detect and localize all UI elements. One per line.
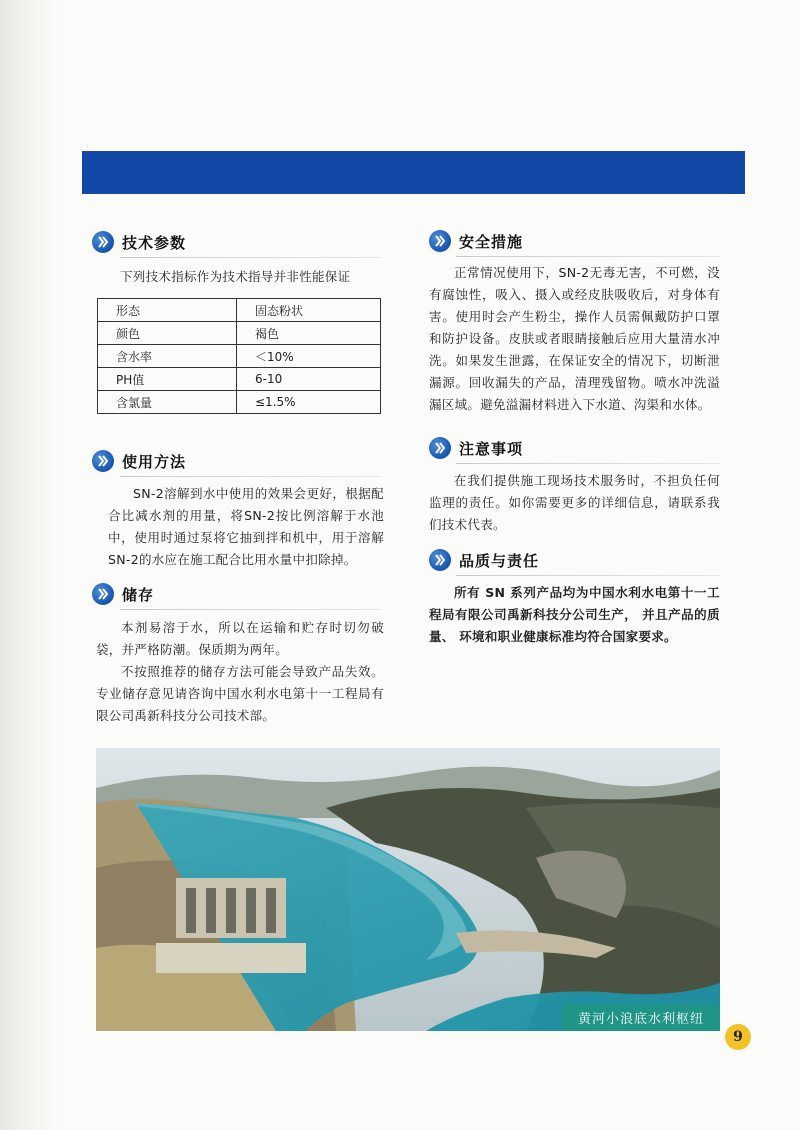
photo-caption: 黄河小浪底水利枢纽 — [562, 1004, 720, 1031]
spec-key: 含氯量 — [98, 391, 237, 414]
tech-intro: 下列技术指标作为技术指导并非性能保证 — [120, 269, 351, 284]
landscape-illustration — [96, 748, 720, 1031]
paragraph: 本剂易溶于水，所以在运输和贮存时切勿破袋，并严格防潮。保质期为两年。 — [96, 620, 384, 657]
chevron-right-icon — [429, 230, 451, 252]
divider — [456, 256, 720, 257]
section-heading-usage — [92, 448, 186, 474]
section-heading-storage — [92, 581, 154, 607]
spec-value: 固态粉状 — [237, 299, 381, 322]
paragraph: 正常情况使用下，SN-2无毒无害，不可燃，没有腐蚀性，吸入、摄入或经皮肤吸收后，对身体有害。使用时会产生粉尘，操作人员需佩戴防护口罩和防护设备。皮肤或者眼睛接触后应用大量清水冲洗。如果发生泄露，在保证安全的情况下，切断泄漏源。回收漏失的产品，清理残留物。喷水冲洗溢漏区域。避免溢漏材料进入下水道、沟渠和水体。 — [429, 265, 720, 412]
section-heading-quality — [429, 547, 539, 573]
divider — [120, 257, 382, 258]
paragraph: SN-2溶解到水中使用的效果会更好，根据配合比减水剂的用量，将SN-2按比例溶解于水池中，使用时通过泵将它抽到拌和机中，用于溶解SN-2的水应在施工配合比用水量中扣除掉。 — [108, 486, 384, 567]
chevron-right-icon — [92, 231, 114, 253]
table-row — [98, 299, 381, 322]
divider — [456, 575, 720, 576]
chevron-right-icon — [429, 549, 451, 571]
spec-value: 6-10 — [237, 368, 381, 391]
table-row — [98, 322, 381, 345]
spec-value: 褐色 — [237, 322, 381, 345]
table-row — [98, 368, 381, 391]
paragraph: 不按照推荐的储存方法可能会导致产品失效。 专业储存意见请咨询中国水利水电第十一工程局有限公司禹新科技分公司技术部。 — [96, 664, 384, 723]
usage-text — [108, 483, 384, 571]
spec-key: 颜色 — [98, 322, 237, 345]
section-title: 注意事项 — [459, 439, 524, 458]
section-title: 储存 — [122, 585, 155, 604]
section-title: 使用方法 — [122, 452, 187, 471]
spec-value: ≤1.5% — [237, 391, 381, 414]
chevron-right-icon — [92, 450, 114, 472]
table-row — [98, 391, 381, 414]
spec-key: 形态 — [98, 299, 237, 322]
page-edge-shadow — [0, 0, 60, 1130]
divider — [120, 476, 382, 477]
page-number-badge: 9 — [725, 1024, 751, 1050]
paragraph: 在我们提供施工现场技术服务时，不担负任何监理的责任。如你需要更多的详细信息，请联系我们技术代表。 — [429, 473, 720, 532]
chevron-right-icon — [92, 583, 114, 605]
dam-photo — [96, 748, 720, 1031]
spec-value: ＜10% — [237, 345, 381, 368]
spec-key: PH值 — [98, 368, 237, 391]
notice-text — [429, 470, 720, 536]
safety-text — [429, 262, 720, 416]
section-heading-tech — [92, 229, 186, 255]
section-title: 品质与责任 — [459, 551, 540, 570]
section-heading-notice — [429, 435, 523, 461]
divider — [120, 609, 382, 610]
section-heading-safety — [429, 228, 523, 254]
section-title: 技术参数 — [122, 233, 187, 252]
paragraph: 所有 SN 系列产品均为中国水利水电第十一工程局有限公司禹新科技分公司生产， 并且产品的质量、 环境和职业健康标准均符合国家要求。 — [429, 585, 720, 644]
header-banner — [82, 151, 745, 194]
divider — [456, 463, 720, 464]
quality-text — [429, 582, 720, 648]
chevron-right-icon — [429, 437, 451, 459]
section-title: 安全措施 — [459, 232, 524, 251]
storage-text — [96, 617, 384, 727]
table-row — [98, 345, 381, 368]
spec-table — [97, 298, 381, 414]
spec-key: 含水率 — [98, 345, 237, 368]
